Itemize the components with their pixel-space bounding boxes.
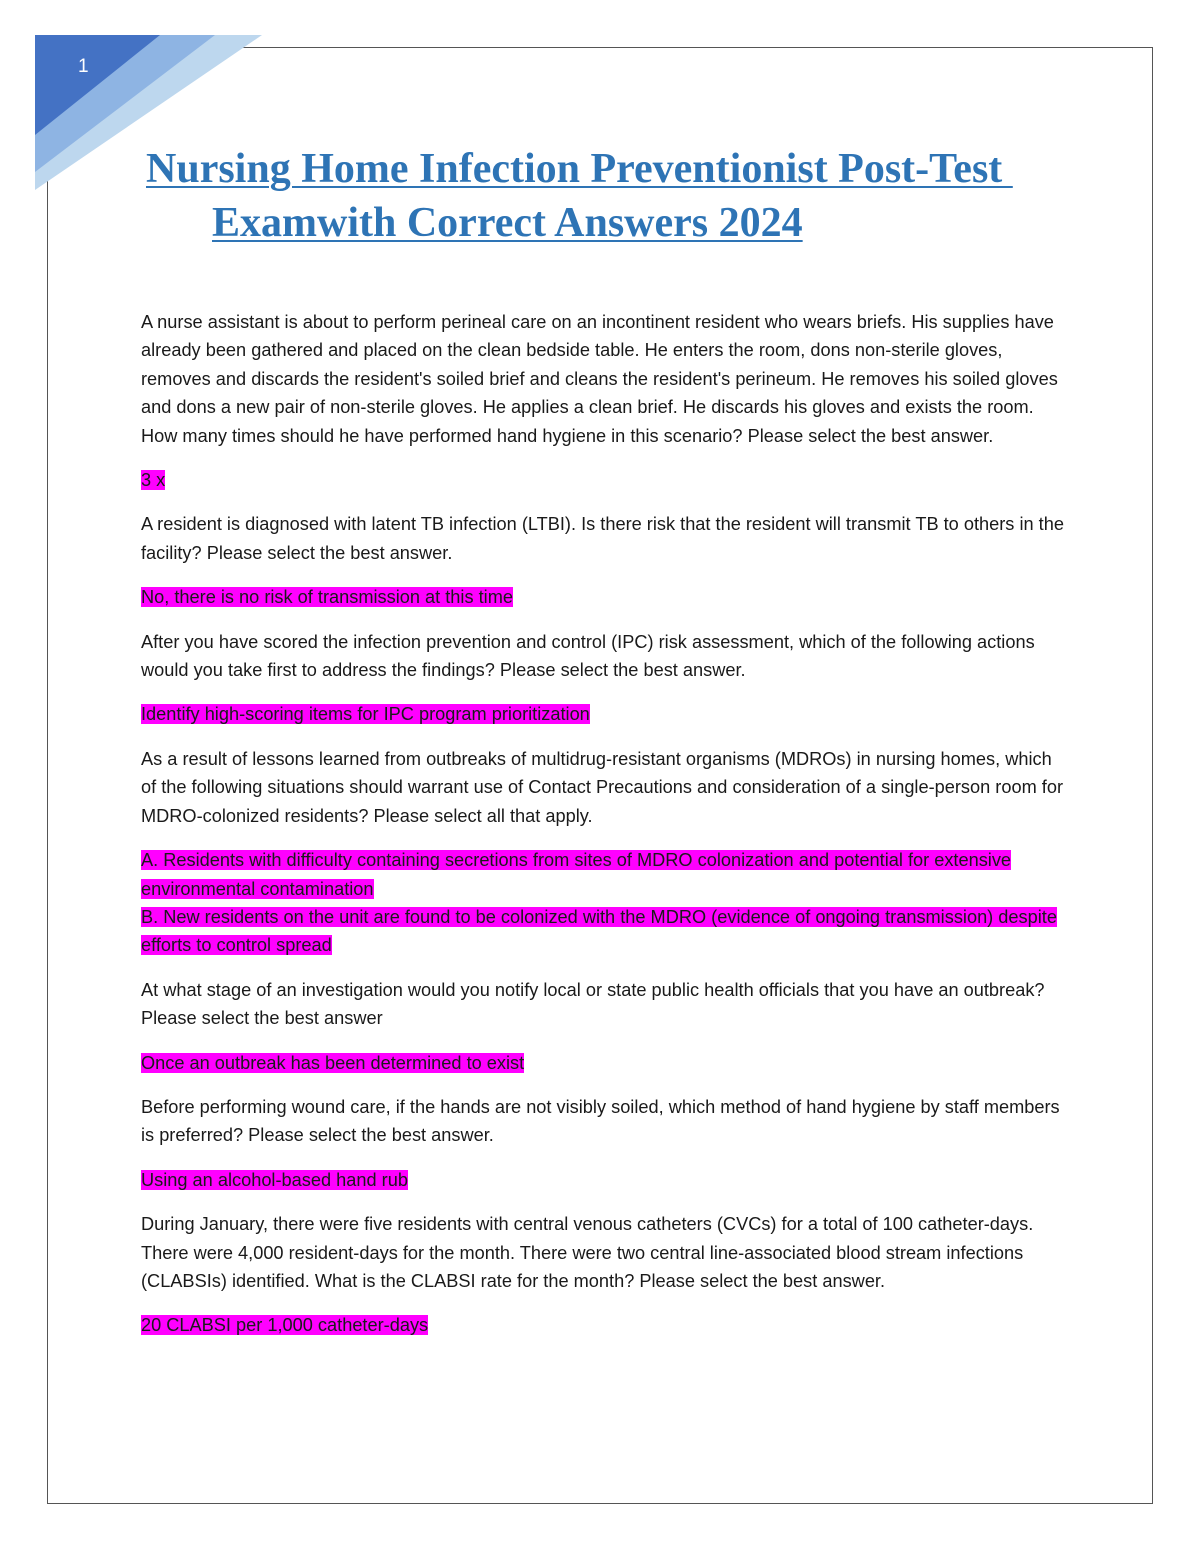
question-1: A nurse assistant is about to perform perineal care on an incontinent resident who wears briefs. His supplies have already been gathered and placed on the clean bedside table. He enters the room, dons non-sterile gloves, removes and discards the resident's soiled brief and cleans the resident's perineum. He removes his soiled gloves and dons a new pair of non-sterile gloves. He applies a clean brief. He discards his gloves and exists the room. How many times should he have performed hand hygiene in this scenario? Please select the best answer.: [141, 312, 1058, 446]
answer-3: [141, 700, 1071, 728]
answer-highlight: Using an alcohol-based hand rub: [141, 1169, 408, 1190]
question-3: After you have scored the infection prevention and control (IPC) risk assessment, which of the following actions would you take first to address the findings? Please select the best answer.: [141, 631, 1035, 681]
answer-highlight: Identify high-scoring items for IPC program prioritization: [141, 704, 590, 725]
answer-7: [141, 1311, 1071, 1339]
question-5: At what stage of an investigation would you notify local or state public health officials that you have an outbreak? Please select the best answer: [141, 979, 1045, 1029]
page-title-line-2: Examwith Correct Answers 2024: [212, 200, 803, 246]
question-list: [141, 308, 1071, 1356]
question-6: Before performing wound care, if the hands are not visibly soiled, which method of hand hygiene by staff members is preferred? Please select the best answer.: [141, 1096, 1060, 1146]
page-title-line-1: Nursing Home Infection Preventionist Post-Test: [146, 146, 1013, 192]
answer-highlight: Once an outbreak has been determined to exist: [141, 1052, 525, 1073]
answer-highlight: 20 CLABSI per 1,000 catheter-days: [141, 1315, 429, 1336]
answer-highlight: A. Residents with difficulty containing secretions from sites of MDRO colonization and potential for extensive environmental contamination: [141, 850, 1012, 899]
answer-2: [141, 583, 1071, 611]
question-2: A resident is diagnosed with latent TB infection (LTBI). Is there risk that the resident will transmit TB to others in the facility? Please select the best answer.: [141, 514, 1064, 563]
page-number: 1: [78, 56, 89, 77]
answer-highlight: B. New residents on the unit are found to be colonized with the MDRO (evidence of ongoing transmission) despite efforts to control spread: [141, 906, 1057, 956]
question-7: During January, there were five residents with central venous catheters (CVCs) for a total of 100 catheter-days. There were 4,000 resident-days for the month. There were two central line-associated blood stream infections (CLABSIs) identified. What is the CLABSI rate for the month? Please select the best answer.: [141, 1214, 1034, 1291]
page-title: [146, 142, 1086, 250]
answer-1: [141, 466, 1071, 494]
answer-6: [141, 1166, 1071, 1194]
answer-highlight: No, there is no risk of transmission at this time: [141, 587, 513, 608]
question-4: As a result of lessons learned from outbreaks of multidrug-resistant organisms (MDROs) in nursing homes, which of the following situations should warrant use of Contact Precautions and consideration of a single-person room for MDRO-colonized residents? Please select all that apply.: [141, 748, 1064, 826]
answer-highlight: 3 x: [141, 470, 166, 491]
answer-5: [141, 1049, 1071, 1077]
answer-4: [141, 846, 1071, 960]
